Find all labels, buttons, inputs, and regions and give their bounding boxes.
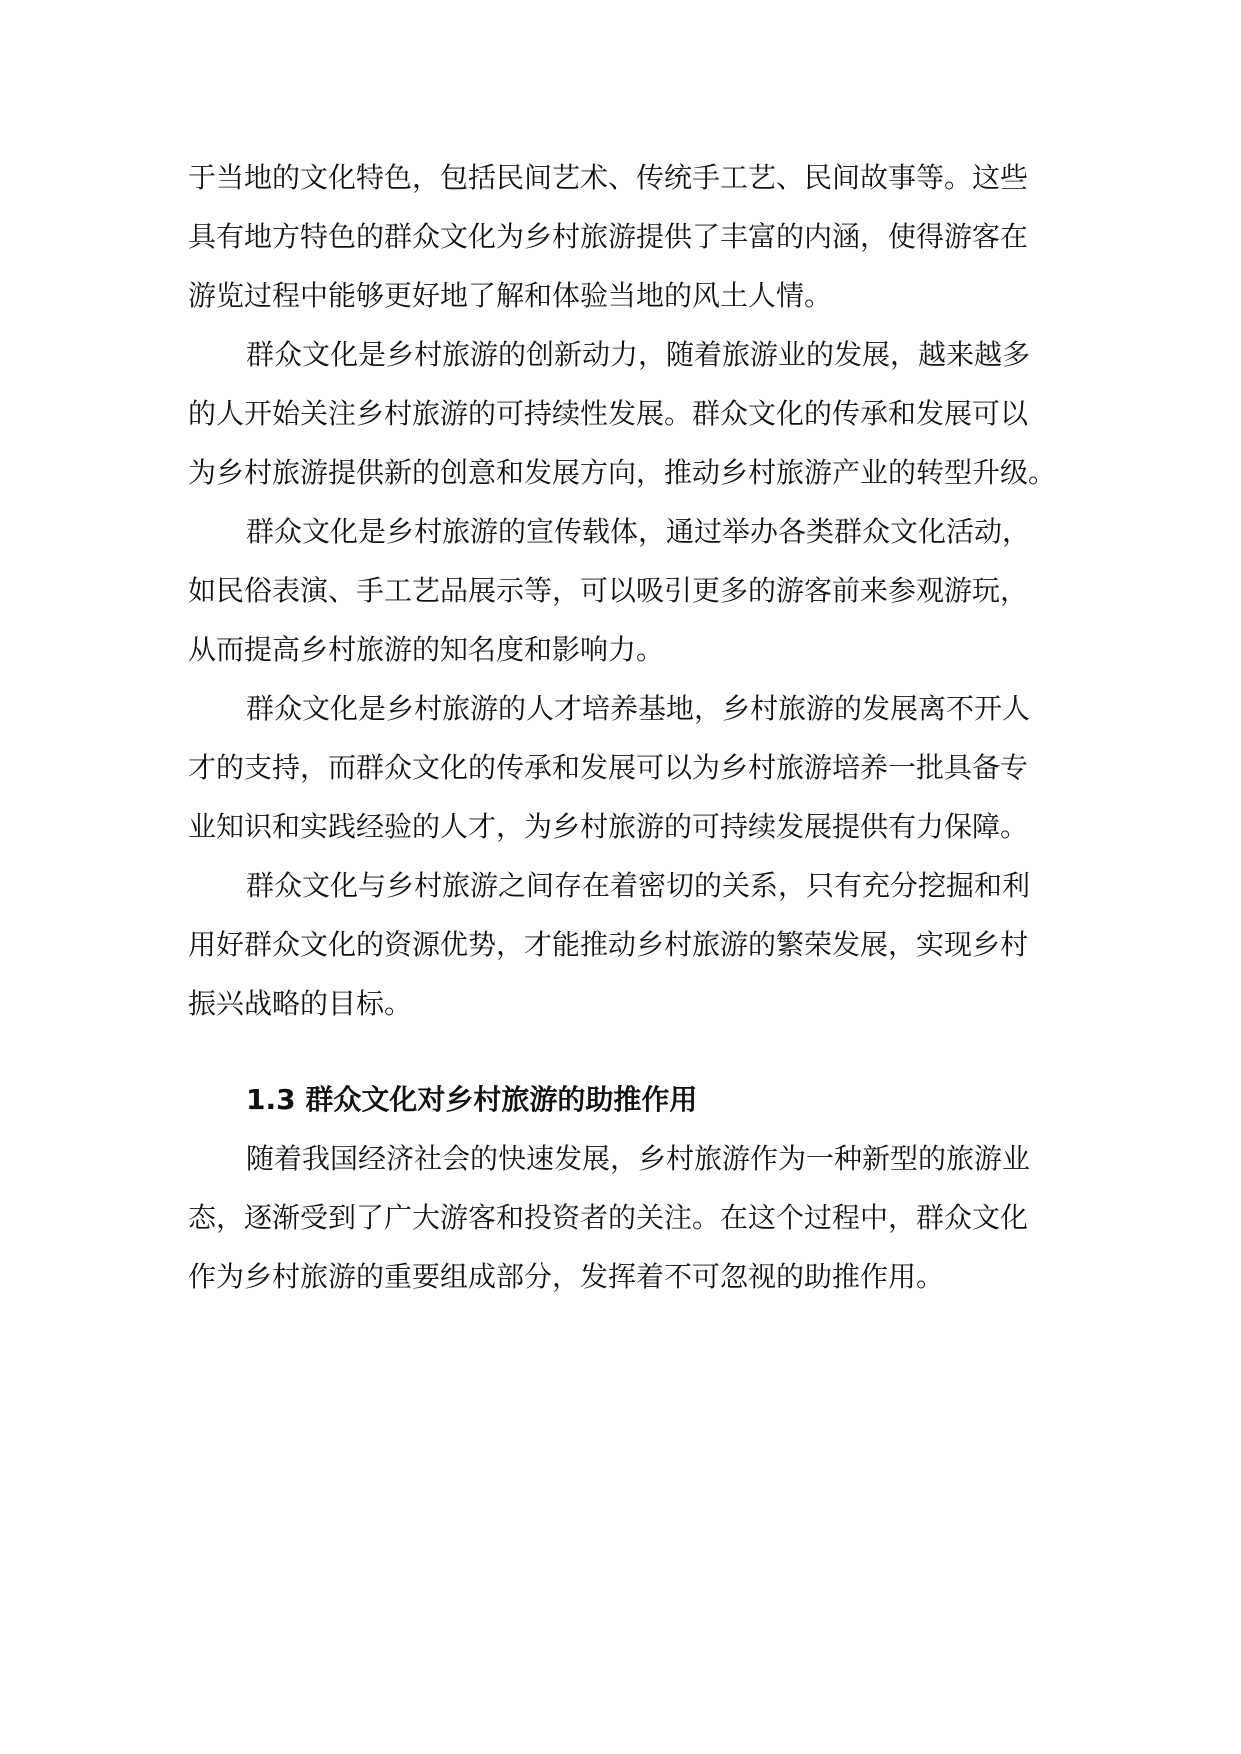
text-line: 的人开始关注乡村旅游的可持续性发展。群众文化的传承和发展可以 — [188, 397, 1029, 430]
text-line: 才的支持，而群众文化的传承和发展可以为乡村旅游培养一批具备专 — [188, 751, 1029, 784]
paragraph-promotion-carrier — [188, 502, 1068, 679]
paragraph-boosting-role — [188, 1129, 1068, 1306]
text-line: 振兴战略的目标。 — [188, 987, 413, 1020]
section-heading: 1.3 群众文化对乡村旅游的助推作用 — [246, 1083, 698, 1116]
paragraph-talent-base — [188, 679, 1068, 856]
text-line: 游览过程中能够更好地了解和体验当地的风土人情。 — [188, 279, 833, 312]
text-line: 群众文化是乡村旅游的宣传载体，通过举办各类群众文化活动， — [246, 515, 1031, 548]
text-line: 作为乡村旅游的重要组成部分，发挥着不可忽视的助推作用。 — [188, 1260, 945, 1293]
text-line: 随着我国经济社会的快速发展，乡村旅游作为一种新型的旅游业 — [246, 1142, 1031, 1175]
body-text — [188, 148, 1068, 1306]
text-line: 从而提高乡村旅游的知名度和影响力。 — [188, 633, 665, 666]
text-line: 群众文化是乡村旅游的人才培养基地，乡村旅游的发展离不开人 — [246, 692, 1031, 725]
text-line: 业知识和实践经验的人才，为乡村旅游的可持续发展提供有力保障。 — [188, 810, 1029, 843]
paragraph-local-culture — [188, 148, 1068, 325]
text-line: 群众文化是乡村旅游的创新动力，随着旅游业的发展，越来越多 — [246, 338, 1031, 371]
text-line: 如民俗表演、手工艺品展示等，可以吸引更多的游客前来参观游玩， — [188, 574, 1029, 607]
paragraph-close-relation — [188, 856, 1068, 1033]
text-line: 用好群众文化的资源优势，才能推动乡村旅游的繁荣发展，实现乡村 — [188, 928, 1029, 961]
text-line: 具有地方特色的群众文化为乡村旅游提供了丰富的内涵，使得游客在 — [188, 220, 1029, 253]
text-line: 群众文化与乡村旅游之间存在着密切的关系，只有充分挖掘和利 — [246, 869, 1031, 902]
text-line: 态，逐渐受到了广大游客和投资者的关注。在这个过程中，群众文化 — [188, 1201, 1029, 1234]
text-line: 于当地的文化特色，包括民间艺术、传统手工艺、民间故事等。这些 — [188, 161, 1029, 194]
paragraph-innovation-driver — [188, 325, 1068, 502]
text-line: 为乡村旅游提供新的创意和发展方向，推动乡村旅游产业的转型升级。 — [188, 456, 1057, 489]
